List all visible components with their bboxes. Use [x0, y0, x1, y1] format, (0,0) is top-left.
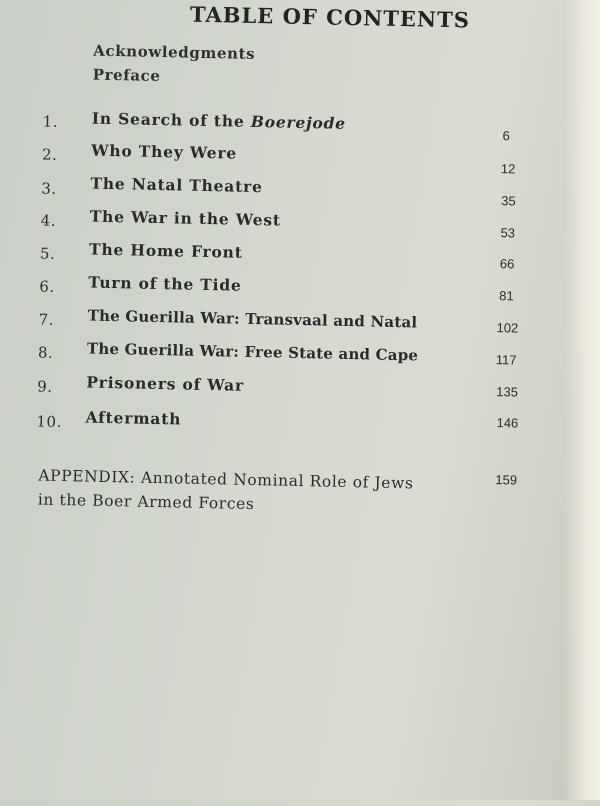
appendix-title-line2: in the Boer Armed Forces — [37, 490, 255, 514]
chapter-title: The Guerilla War: Transvaal and Natal — [87, 306, 418, 332]
chapter-title: Turn of the Tide — [88, 272, 242, 295]
chapter-number: 5. — [39, 244, 56, 263]
chapter-page: 12 — [500, 161, 516, 177]
chapter-page: 117 — [495, 352, 517, 368]
chapter-title — [92, 109, 347, 133]
chapter-number: 10. — [36, 412, 63, 432]
chapter-title-text: In Search of the — [91, 108, 252, 131]
appendix-title-line1: APPENDIX: Annotated Nominal Role of Jews — [38, 466, 414, 493]
chapter-page: 81 — [499, 288, 514, 304]
chapter-page: 53 — [500, 225, 516, 241]
chapter-title: The Natal Theatre — [90, 173, 263, 197]
chapter-number: 8. — [37, 343, 54, 362]
toc-title: TABLE OF CONTENTS — [189, 1, 471, 33]
chapter-number: 3. — [41, 179, 57, 198]
chapter-title: Aftermath — [85, 407, 182, 429]
chapter-number: 2. — [41, 145, 58, 164]
chapter-page: 66 — [499, 256, 515, 272]
front-matter-acknowledgments: Acknowledgments — [93, 41, 256, 63]
chapter-page: 35 — [501, 193, 516, 209]
chapter-page: 146 — [496, 415, 519, 431]
chapter-title: Who They Were — [90, 140, 238, 163]
chapter-page: 135 — [496, 384, 519, 400]
chapter-title-italic: Boerejode — [250, 111, 347, 133]
chapter-number: 9. — [37, 377, 53, 396]
chapter-number: 1. — [42, 112, 59, 131]
chapter-number: 6. — [39, 277, 55, 296]
page-edge-shadow — [564, 0, 600, 800]
chapter-title: The Guerilla War: Free State and Cape — [86, 339, 419, 365]
chapter-number: 4. — [40, 211, 57, 230]
front-matter-preface: Preface — [92, 65, 161, 86]
chapter-title: The War in the West — [89, 206, 282, 230]
appendix-page: 159 — [495, 472, 518, 488]
chapter-page: 6 — [502, 128, 510, 144]
chapter-number: 7. — [38, 310, 55, 329]
chapter-title: The Home Front — [88, 239, 243, 262]
chapter-page: 102 — [496, 320, 519, 336]
chapter-title: Prisoners of War — [86, 372, 245, 395]
